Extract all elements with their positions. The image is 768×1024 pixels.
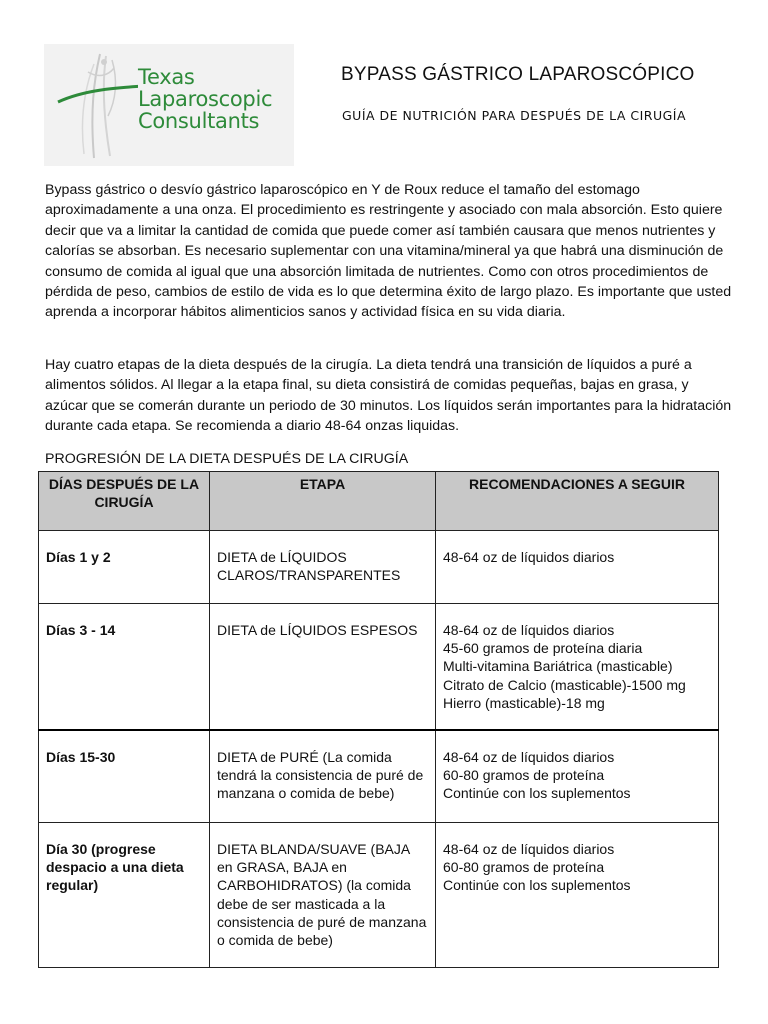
header-stage: ETAPA [210, 472, 436, 531]
recommendation-item: Hierro (masticable)-18 mg [443, 694, 605, 711]
cell-days: Día 30 (progrese despacio a una dieta regular) [39, 823, 210, 968]
cell-recommendations [436, 531, 719, 604]
diet-progression-table [38, 471, 719, 968]
cell-days: Días 3 - 14 [39, 604, 210, 731]
recommendation-item: 60-80 gramos de proteína [443, 767, 605, 784]
recommendation-item: Multi-vitamina Bariátrica (masticable) [443, 658, 673, 675]
cell-days: Días 15-30 [39, 730, 210, 823]
logo-line: Consultants [138, 109, 260, 133]
recommendation-item: 60-80 gramos de proteína [443, 859, 605, 876]
cell-recommendations [436, 730, 719, 823]
cell-stage: DIETA BLANDA/SUAVE (BAJA en GRASA, BAJA en CARBOHIDRATOS) (la comida debe de ser masticada a la consistencia de puré de manzana o comida de bebe) [210, 823, 436, 968]
table-row [39, 823, 719, 968]
recommendation-item: 48-64 oz de líquidos diarios [443, 841, 615, 857]
logo-line: Laparoscopic [138, 87, 273, 111]
cell-stage: DIETA de LÍQUIDOS CLAROS/TRANSPARENTES [210, 531, 436, 604]
recommendation-item: 48-64 oz de líquidos diarios [443, 622, 615, 638]
table-title: PROGRESIÓN DE LA DIETA DESPUÉS DE LA CIRUGÍA [45, 451, 409, 467]
logo-wordmark [138, 66, 272, 132]
cell-recommendations [436, 823, 719, 968]
recommendation-item: 48-64 oz de líquidos diarios [443, 749, 615, 765]
table-row [39, 604, 719, 731]
cell-stage: DIETA de LÍQUIDOS ESPESOS [210, 604, 436, 731]
recommendation-item: 48-64 oz de líquidos diarios [443, 549, 615, 565]
cell-days: Días 1 y 2 [39, 531, 210, 604]
logo-figure-icon [54, 50, 138, 162]
header-recommendations: RECOMENDACIONES A SEGUIR [436, 472, 719, 531]
document-subtitle: GUÍA DE NUTRICIÓN PARA DESPUÉS DE LA CIRUGÍA [342, 108, 687, 123]
cell-stage: DIETA de PURÉ (La comida tendrá la consistencia de puré de manzana o comida de bebe) [210, 730, 436, 823]
recommendation-item: 45-60 gramos de proteína diaria [443, 640, 643, 657]
recommendation-item: Continúe con los suplementos [443, 877, 631, 894]
table-header-row [39, 472, 719, 531]
table-row [39, 531, 719, 604]
recommendation-item: Citrato de Calcio (masticable)-1500 mg [443, 676, 686, 693]
cell-recommendations [436, 604, 719, 731]
stages-paragraph: Hay cuatro etapas de la dieta después de la cirugía. La dieta tendrá una transición de líquidos a puré a alimentos sólidos. Al llegar a la etapa final, su dieta consistirá de comidas pequeñas, bajas en grasa, y azúcar que se comerán durante un periodo de 30 minutos. Los líquidos serán importantes para la hidratación durante cada etapa. Se recomienda a diario 48-64 onzas liquidas. [45, 357, 732, 435]
intro-paragraph: Bypass gástrico o desvío gástrico laparoscópico en Y de Roux reduce el tamaño del estomago aproximadamente a una onza. El procedimiento es restringente y asociado con mala absorción. Esto quiere decir que va a limitar la cantidad de comida que puede comer así también causara que menos nutrientes y calorías se absorban. Es necesario suplementar con una vitamina/mineral ya que habrá una disminución de consumo de comida al igual que una absorción limitada de nutrientes. Como con otros procedimientos de pérdida de peso, cambios de estilo de vida es lo que determina éxito de largo plazo. Es importante que usted aprenda a incorporar hábitos alimenticios sanos y actividad física en su vida diaria. [45, 182, 732, 321]
document-title: BYPASS GÁSTRICO LAPAROSCÓPICO [341, 64, 695, 85]
table-row [39, 730, 719, 823]
header-days: DÍAS DESPUÉS DE LA CIRUGÍA [39, 472, 210, 531]
recommendation-item: Continúe con los suplementos [443, 785, 631, 802]
logo-line: Texas [138, 65, 195, 89]
logo [44, 44, 294, 166]
